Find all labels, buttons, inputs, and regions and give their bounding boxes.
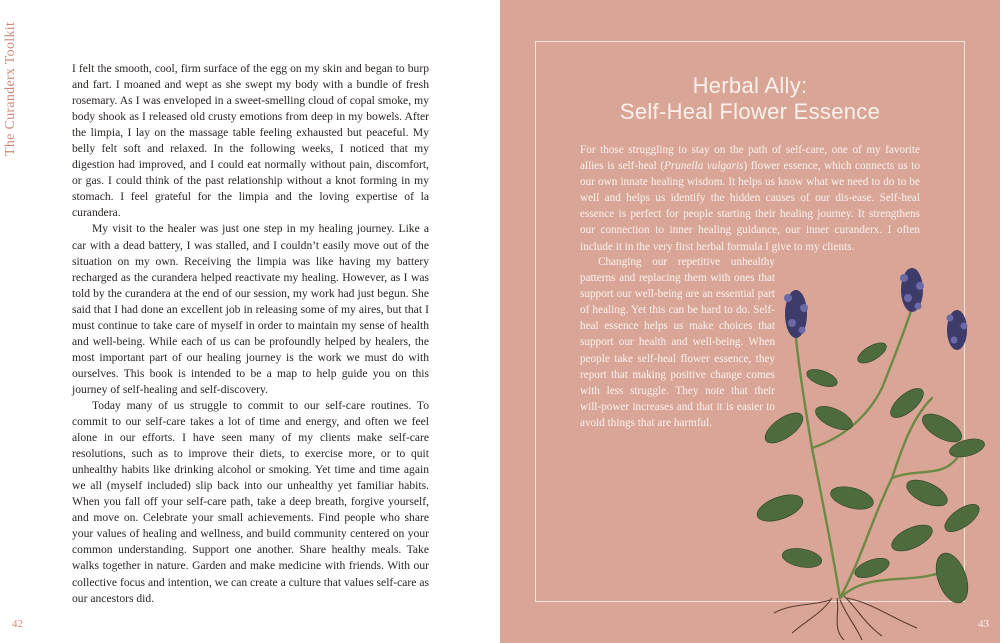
page-number-left: 42 (12, 618, 23, 630)
paragraph: I felt the smooth, cool, firm surface of the egg on my skin and began to burp and fart. I moaned and wept as she swept my body with a bundle of fresh rosemary. As I was enveloped in a sweet-smelling cloud of copal smoke, my body shook as I released old crusty emotions from deep in my bowels. After the limpia, I lay on the massage table feeling exhausted but peaceful. My belly felt soft and relaxed. In the following weeks, I noticed that my digestion had improved, and I could eat normally without pain, discomfort, or gas. I could think of the past relationship without a knot forming in my stomach. I feel grateful for the limpia and the loving expertise of la curandera. (72, 62, 429, 220)
body-text (72, 61, 429, 607)
sidebar-title-line1: Herbal Ally: (692, 73, 808, 98)
sidebar-paragraph-1: For those struggling to stay on the path of self-care, one of my favorite allies is self-heal (Prunella vulgaris) flower essence, which connects us to our own innate healing wisdom. It helps us know what we need to do to be well and helps us identify the hidden causes of our dis-ease. Self-heal essence is perfect for people starting their healing journey. It strengthens our connection to inner healing guidance, our inner curanderx. I often include it in the very first herbal formula I give to my clients. (580, 144, 920, 253)
sidebar-title-line2: Self-Heal Flower Essence (619, 99, 881, 124)
paragraph: My visit to the healer was just one step in my healing journey. Like a car with a dead battery, I was stalled, and I couldn’t easily move out of the situation on my own. Receiving the limpia was like having my battery recharged as the curandera helped reactivate my healing. However, as I was told by the curandera at the end of our session, my work had just begun. She said that I had done an excellent job in releasing some of my aires, but that I must continue to take care of myself in order to maintain my sense of health and well-being. While each of us can be profoundly helped by healers, the most important part of our healing journey is the work we must do with ourselves. This book is intended to be a map to help guide you on this journey of self-healing and self-discovery. (72, 222, 429, 396)
page-number-right: 43 (978, 618, 989, 630)
paragraph: Today many of us struggle to commit to our self-care routines. To commit to our self-care takes a lot of time and energy, and often we feel alone in our efforts. I have seen many of my clients make self-care resolutions, such as to improve their diets, to exercise more, or to quit unhealthy habits like drinking alcohol or smoking. Yet time and time again we all (myself included) slip back into our unhealthy yet familiar habits. When you fall off your self-care path, take a deep breath, forgive yourself, and move on. Celebrate your small achievements. Find people who share your values of healing and wellness, and build community centered on your common understanding. Support one another. Share healthy meals. Take walks together in nature. Garden and make medicine with friends. With our collective focus and intention, we can create a culture that values self-care as our ancestors did. (72, 398, 429, 605)
latin-name: Prunella vulgaris (664, 160, 744, 173)
running-head: The Curanderx Toolkit (3, 22, 18, 157)
sidebar-paragraph-2: Changing our repetitive unhealthy patterns and replacing them with ones that support our well-being are an essential part of healing. Yet this can be hard to do. Self-heal essence helps us make choices that support our health and well-being. When people take self-heal flower essence, they report that making positive change comes with less struggle. They note that their will-power increases and that it is easier to avoid things that are harmful. (580, 256, 775, 429)
self-heal-plant-icon (752, 268, 992, 640)
